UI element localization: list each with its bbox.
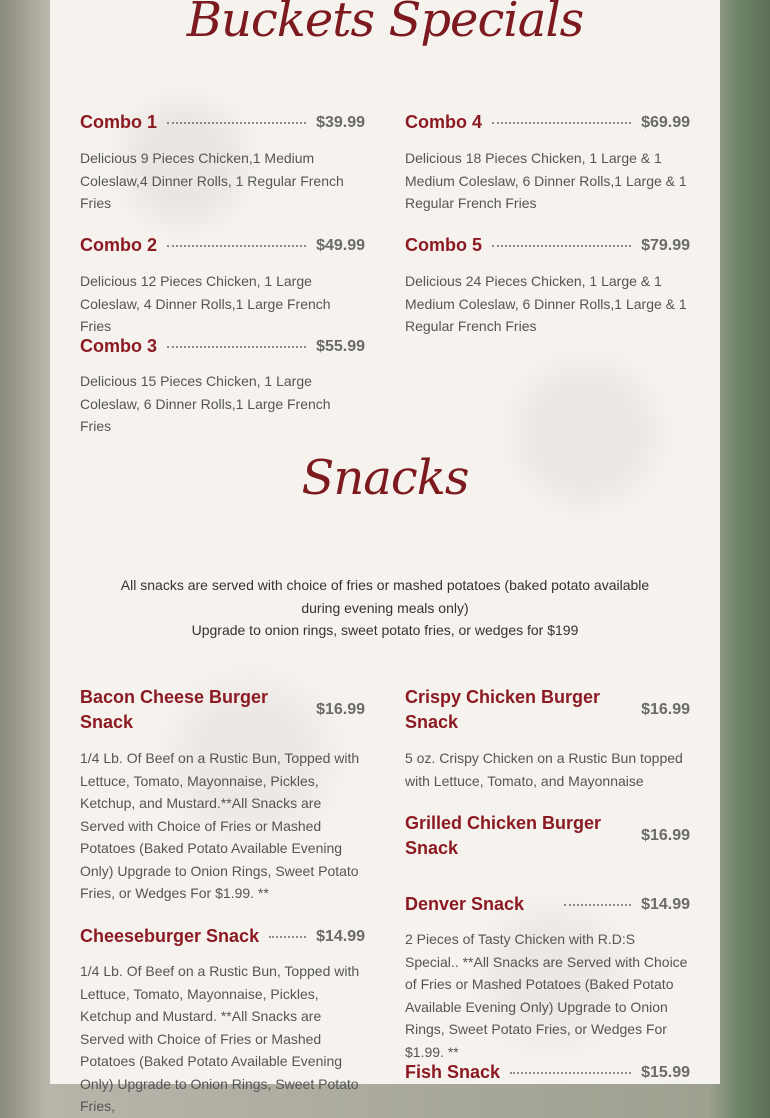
dot-leader [492,245,631,247]
dot-leader [167,245,306,247]
item-price: $14.99 [641,895,690,913]
item-name: Combo 2 [80,235,158,255]
item-name: Combo 1 [80,112,158,132]
item-name: Grilled Chicken Burger Snack [405,813,602,858]
buckets-specials-title: Buckets Specials [186,0,584,48]
item-description: 1/4 Lb. Of Beef on a Rustic Bun, Topped with Lettuce, Tomato, Mayonnaise, Pickles, Ketchup and Mustard. **All Snacks are Served with Choice of Fries or Mashed Potatoes (Baked Potato Available Evening Only) Upgrade to Onion Rings, Sweet Potato Fries, [80,963,360,1114]
item-price: $55.99 [316,337,365,355]
item-description: Delicious 15 Pieces Chicken, 1 Large Coleslaw, 6 Dinner Rolls,1 Large French Fries [80,373,331,434]
dot-leader [167,122,306,124]
item-price: $16.99 [641,827,690,844]
item-price: $15.99 [641,1063,690,1081]
item-price: $49.99 [316,236,365,254]
dot-leader [510,1072,631,1074]
snacks-note: All snacks are served with choice of fries or mashed potatoes (baked potato available during evening meals only) [120,577,650,616]
item-name: Cheeseburger Snack [80,926,260,946]
item-price: $69.99 [641,113,690,131]
snacks-title: Snacks [301,450,469,506]
item-price: $79.99 [641,236,690,254]
item-name: Combo 5 [405,235,483,255]
item-name: Denver Snack [405,894,525,914]
dot-leader [167,346,306,348]
item-description: Delicious 12 Pieces Chicken, 1 Large Coleslaw, 4 Dinner Rolls,1 Large French Fries [80,273,331,334]
item-price: $16.99 [316,701,365,718]
item-name: Fish Snack [405,1062,501,1082]
item-description: Delicious 24 Pieces Chicken, 1 Large & 1 Medium Coleslaw, 6 Dinner Rolls,1 Large & 1 Regular French Fries [405,273,687,334]
item-price: $14.99 [316,927,365,945]
item-price: $39.99 [316,113,365,131]
item-name: Bacon Cheese Burger Snack [80,687,269,732]
item-description: 2 Pieces of Tasty Chicken with R.D:S Special.. **All Snacks are Served with Choice of Fries or Mashed Potatoes (Baked Potato Available Evening Only) Upgrade to Onion Rings, Sweet Potato Fries, or Wedges For $1.99. ** [405,931,688,1060]
dot-leader [269,936,306,938]
item-description: Delicious 18 Pieces Chicken, 1 Large & 1 Medium Coleslaw, 6 Dinner Rolls,1 Large & 1 Regular French Fries [405,150,687,211]
item-name: Crispy Chicken Burger Snack [405,687,601,732]
dot-leader [492,122,631,124]
item-name: Combo 3 [80,336,158,356]
item-price: $16.99 [641,701,690,718]
snacks-upgrade-note: Upgrade to onion rings, sweet potato fries, or wedges for $199 [191,622,579,638]
dot-leader [564,904,631,906]
item-name: Combo 4 [405,112,483,132]
item-description: 1/4 Lb. Of Beef on a Rustic Bun, Topped with Lettuce, Tomato, Mayonnaise, Pickles, Ketchup, and Mustard.**All Snacks are Served with Choice of Fries or Mashed Potatoes (Baked Potato Available Evening Only) Upgrade to Onion Rings, Sweet Potato Fries, or Wedges For $1.99. ** [80,750,360,901]
item-description: Delicious 9 Pieces Chicken,1 Medium Coleslaw,4 Dinner Rolls, 1 Regular French Fries [80,150,344,211]
item-description: 5 oz. Crispy Chicken on a Rustic Bun topped with Lettuce, Tomato, and Mayonnaise [405,750,683,789]
